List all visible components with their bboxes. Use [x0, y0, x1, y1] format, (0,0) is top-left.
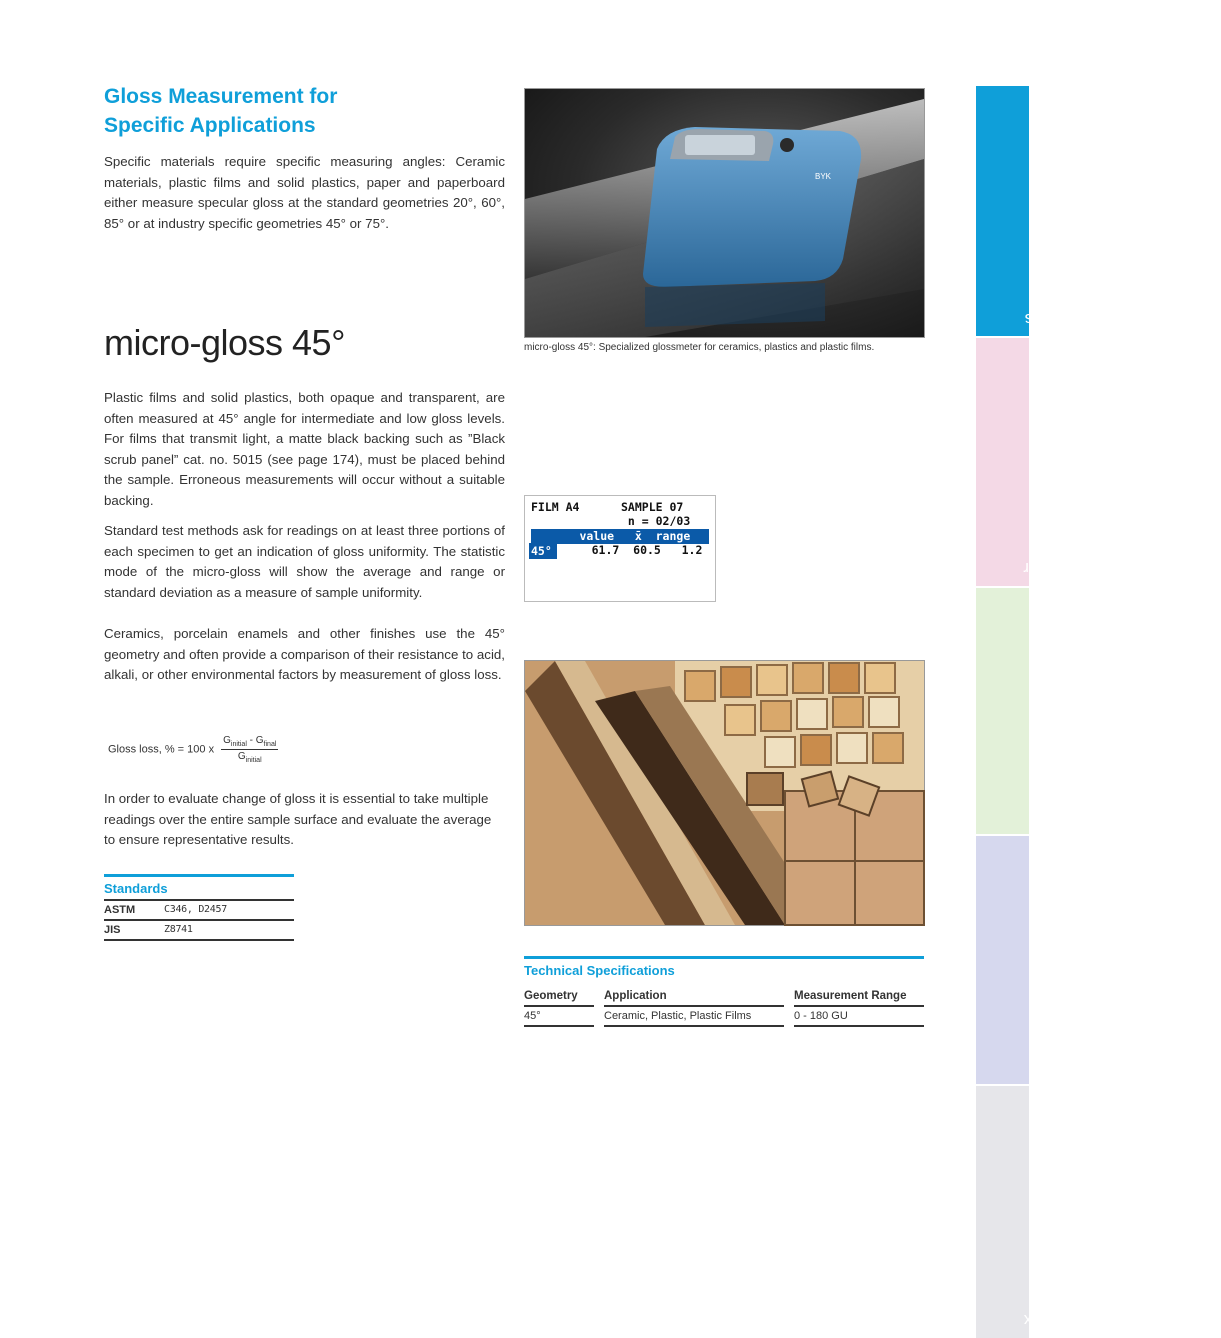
header-application: Application — [604, 987, 784, 1007]
formula-numerator: $G_{initial} - G_{final}$ — [223, 735, 277, 748]
tab-index-label: Index — [1023, 1311, 1065, 1331]
paragraph-films: Plastic films and solid plastics, both opaque and transparent, are often measured at 45° angle for intermediate and low gloss levels. For films that transmit light, a matte black backing such as ”Black scrub panel” cat. no. 5015 (see page 174), must be placed behind the sample. Erroneous measurements will occur without a suitable backing. — [104, 390, 505, 508]
section-heading — [104, 82, 504, 140]
paragraph-uniformity: Standard test methods ask for readings on at least three portions of each specimen to get an indication of gloss uniformity. The statistic mode of the micro-gloss will show the average and range or standard deviation as a measure of sample uniformity. — [104, 523, 505, 600]
tab-color[interactable] — [976, 338, 1064, 586]
lcd-header: value x̄ range — [531, 529, 709, 544]
header-range: Measurement Range — [794, 987, 924, 1007]
lcd-line2: n = 02/03 — [531, 514, 691, 528]
standards-title: Standards — [104, 874, 294, 899]
ceramic-tiles-photo — [524, 660, 925, 926]
tab-gloss-label: Gloss — [1024, 309, 1068, 329]
tech-specs-header — [524, 987, 924, 1007]
formula-left: Gloss loss, % = 100 x — [108, 743, 215, 756]
tab-technical-service-label: Technical Service — [1068, 1057, 1201, 1077]
standards-bottom-rule — [104, 939, 294, 941]
lcd-values: 61.7 60.5 1.2 — [557, 543, 703, 557]
tab-physical-properties[interactable] — [976, 588, 1221, 834]
ceramic-tiles-illustration — [525, 661, 924, 925]
tab-index[interactable] — [976, 1086, 1065, 1338]
device-brand-label: BYK — [815, 172, 832, 181]
cell-geometry: 45° — [524, 1007, 594, 1027]
glossmeter-photo — [524, 88, 925, 338]
section-heading-line2: Specific Applications — [104, 114, 316, 137]
cell-range: 0 - 180 GU — [794, 1007, 924, 1027]
lcd-line1: FILM A4 SAMPLE 07 — [531, 500, 684, 514]
tab-color-label: Color — [1022, 559, 1064, 579]
tech-specs-table — [524, 956, 924, 1027]
standard-value: C346, D2457 — [164, 904, 227, 915]
intro-paragraph: Specific materials require specific measuring angles: Ceramic materials, plastic films and solid plastics, paper and paperboard either measure specular gloss at the standard geometries 20°, 60°, 85° or at industry specific geometries 45° or 75°. — [104, 154, 505, 231]
lcd-angle: 45° — [529, 543, 557, 559]
paragraph-closing: In order to evaluate change of gloss it is essential to take multiple readings over the entire sample surface and evaluate the average to ensure representative results. — [104, 791, 492, 847]
table-row — [104, 899, 294, 919]
tech-specs-title: Technical Specifications — [524, 956, 924, 981]
tab-technical-service[interactable] — [976, 836, 1201, 1084]
cell-application: Ceramic, Plastic, Plastic Films — [604, 1007, 784, 1027]
standard-key: JIS — [104, 924, 121, 936]
tab-physical-properties-label: Physical Properties — [1075, 807, 1221, 827]
header-geometry: Geometry — [524, 987, 594, 1007]
formula-fraction — [221, 735, 278, 764]
paragraph-ceramics: Ceramics, porcelain enamels and other finishes use the 45° geometry and often provide a comparison of their resistance to acid, alkali, or other environmental factors by measurement of gloss loss. — [104, 626, 505, 682]
standard-value: Z8741 — [164, 924, 193, 935]
formula-denominator: $G_{initial}$ — [237, 751, 262, 764]
standard-key: ASTM — [104, 904, 136, 916]
product-title: micro-gloss 45° — [104, 322, 345, 363]
photo-caption: micro-gloss 45°: Specialized glossmeter for ceramics, plastics and plastic films. — [524, 342, 875, 353]
glossmeter-illustration — [525, 89, 924, 337]
lcd-display — [524, 495, 716, 602]
table-row — [104, 919, 294, 939]
section-heading-line1: Gloss Measurement for — [104, 85, 338, 108]
gloss-loss-formula — [108, 735, 278, 764]
tab-gloss[interactable] — [976, 86, 1068, 336]
table-row — [524, 1007, 924, 1027]
standards-table — [104, 874, 294, 941]
